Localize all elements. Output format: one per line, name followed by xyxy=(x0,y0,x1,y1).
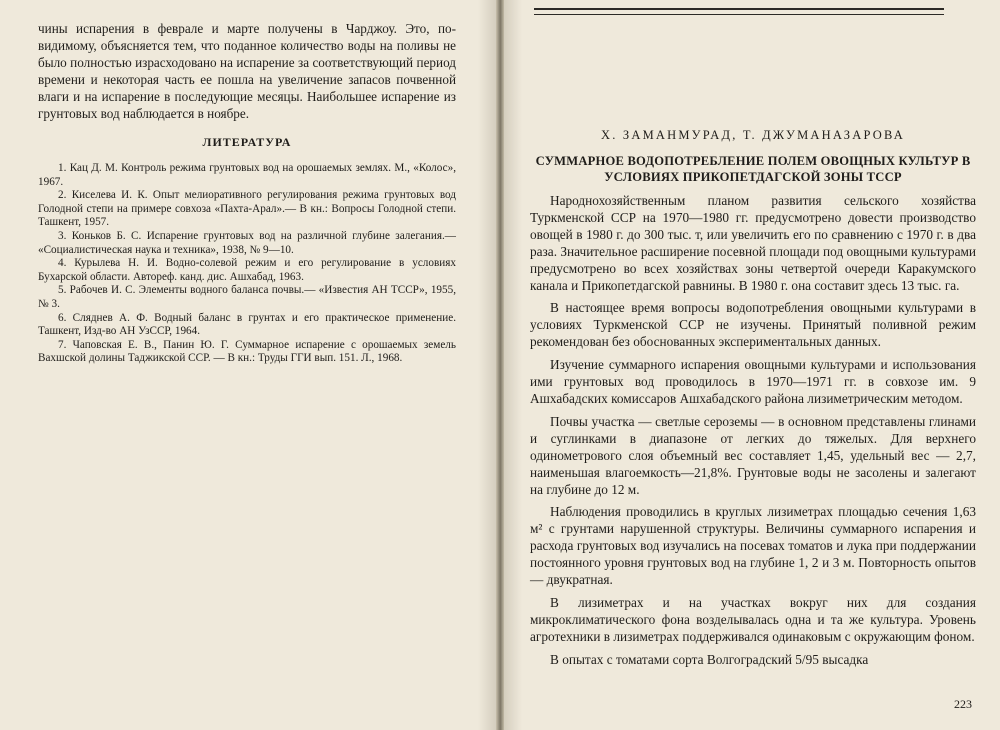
right-column xyxy=(530,22,976,675)
left-column xyxy=(38,20,456,366)
left-page xyxy=(0,0,496,730)
gutter-shadow-right xyxy=(504,0,522,730)
intro-paragraph: чины испарения в феврале и марте получены в Чарджоу. Это, по-видимому, объясняется тем, что поданное количество воды на поливы не было полностью израсходовано на испарение за соответствующий период времени и некоторая часть ее пошла на увеличение запасов почвенной влаги и на испарение в последующие месяцы. Наибольшее испарение из грунтовых вод наблюдается в ноябре. xyxy=(38,21,456,121)
references-list xyxy=(38,162,456,366)
article-title: СУММАРНОЕ ВОДОПОТРЕБЛЕНИЕ ПОЛЕМ ОВОЩНЫХ КУЛЬТУР В УСЛОВИЯХ ПРИКОПЕТДАГСКОЙ ЗОНЫ ТССР xyxy=(535,154,971,184)
header-rule xyxy=(534,8,944,15)
article-paragraph: Народнохозяйственным планом развития сельского хозяйства Туркменской ССР на 1970—1980 гг. предусмотрено довести производство овощей в 1980 г. до 300 тыс. т, или увеличить его по сравнению с 1970 г. в два раза. Значительное расширение посевной площади под овощными культурами предусмотрено во всех хозяйствах зоны четвертой очереди Каракумского канала и Прикопетдагской равнины. В 1980 г. она составит здесь 13 тыс. га. xyxy=(530,193,976,293)
reference-item: 6. Сляднев А. Ф. Водный баланс в грунтах и его практическое применение. Ташкент, Изд-во АН УзССР, 1964. xyxy=(38,311,456,338)
reference-item: 5. Рабочев И. С. Элементы водного баланса почвы.— «Известия АН ТССР», 1955, № 3. xyxy=(38,284,456,310)
article-paragraph: В опытах с томатами сорта Волгоградский 5/95 высадка xyxy=(550,651,869,667)
reference-item: 3. Коньков Б. С. Испарение грунтовых вод на различной глубине залегания.— «Социалистическая наука и техника», 1938, № 9—10. xyxy=(38,229,456,256)
gutter-shadow-left xyxy=(478,0,496,730)
article-paragraph: В лизиметрах и на участках вокруг них для создания микроклиматического фона возделывалась одна и та же культура. Уровень агротехники в лизиметрах поддерживался одинаковым с окружающим фоном. xyxy=(530,594,976,644)
book-gutter xyxy=(496,0,504,730)
references-heading: ЛИТЕРАТУРА xyxy=(202,135,292,149)
reference-item: 1. Кац Д. М. Контроль режима грунтовых вод на орошаемых землях. М., «Колос», 1967. xyxy=(38,162,456,188)
article-paragraph: Почвы участка — светлые сероземы — в основном представлены глинами и суглинками в диапазоне от легких до тяжелых. Для верхнего одинометрового слоя объемный вес составляет 1,45, удельный вес — 2,7, наименьшая влагоемкость—21,8%. Грунтовые воды не засолены и залегают на глубине до 12 м. xyxy=(530,413,976,497)
reference-item: 4. Курылева Н. И. Водно-солевой режим и его регулирование в условиях Бухарской области. Автореф. канд. дис. Ашхабад, 1963. xyxy=(38,257,456,283)
right-page xyxy=(504,0,1000,730)
article-authors: Х. ЗАМАНМУРАД, Т. ДЖУМАНАЗАРОВА xyxy=(601,128,905,142)
article-paragraph: В настоящее время вопросы водопотребления овощными культурами в условиях Туркменской ССР не изучены. Принятый поливной режим рекомендован без обоснованных экспериментальных данных. xyxy=(530,300,976,350)
page-number: 223 xyxy=(954,697,972,711)
reference-item: 7. Чаповская Е. В., Панин Ю. Г. Суммарное испарение с орошаемых земель Вахшской долины Таджикской ССР. — В кн.: Труды ГГИ вып. 151. Л., 1968. xyxy=(38,338,456,365)
article-paragraph: Изучение суммарного испарения овощными культурами и использования ими грунтовых вод проводилось в 1970—1971 гг. в совхозе им. 9 Ашхабадских комиссаров Ашхабадского района лизиметрическим методом. xyxy=(530,357,976,406)
reference-item: 2. Киселева И. К. Опыт мелиоративного регулирования режима грунтовых вод Голодной степи на примере совхоза «Пахта-Арал».— В кн.: Вопросы Голодной степи. Ташкент, 1957. xyxy=(38,189,456,229)
article-paragraph: Наблюдения проводились в круглых лизиметрах площадью сечения 1,63 м² с грунтами нарушенной структуры. Величины суммарного испарения и расхода грунтовых вод изучались на посевах томатов и лука при поддержании постоянного уровня грунтовых вод на глубине 1, 2 и 3 м. Повторность опытов — двукратная. xyxy=(530,504,976,588)
